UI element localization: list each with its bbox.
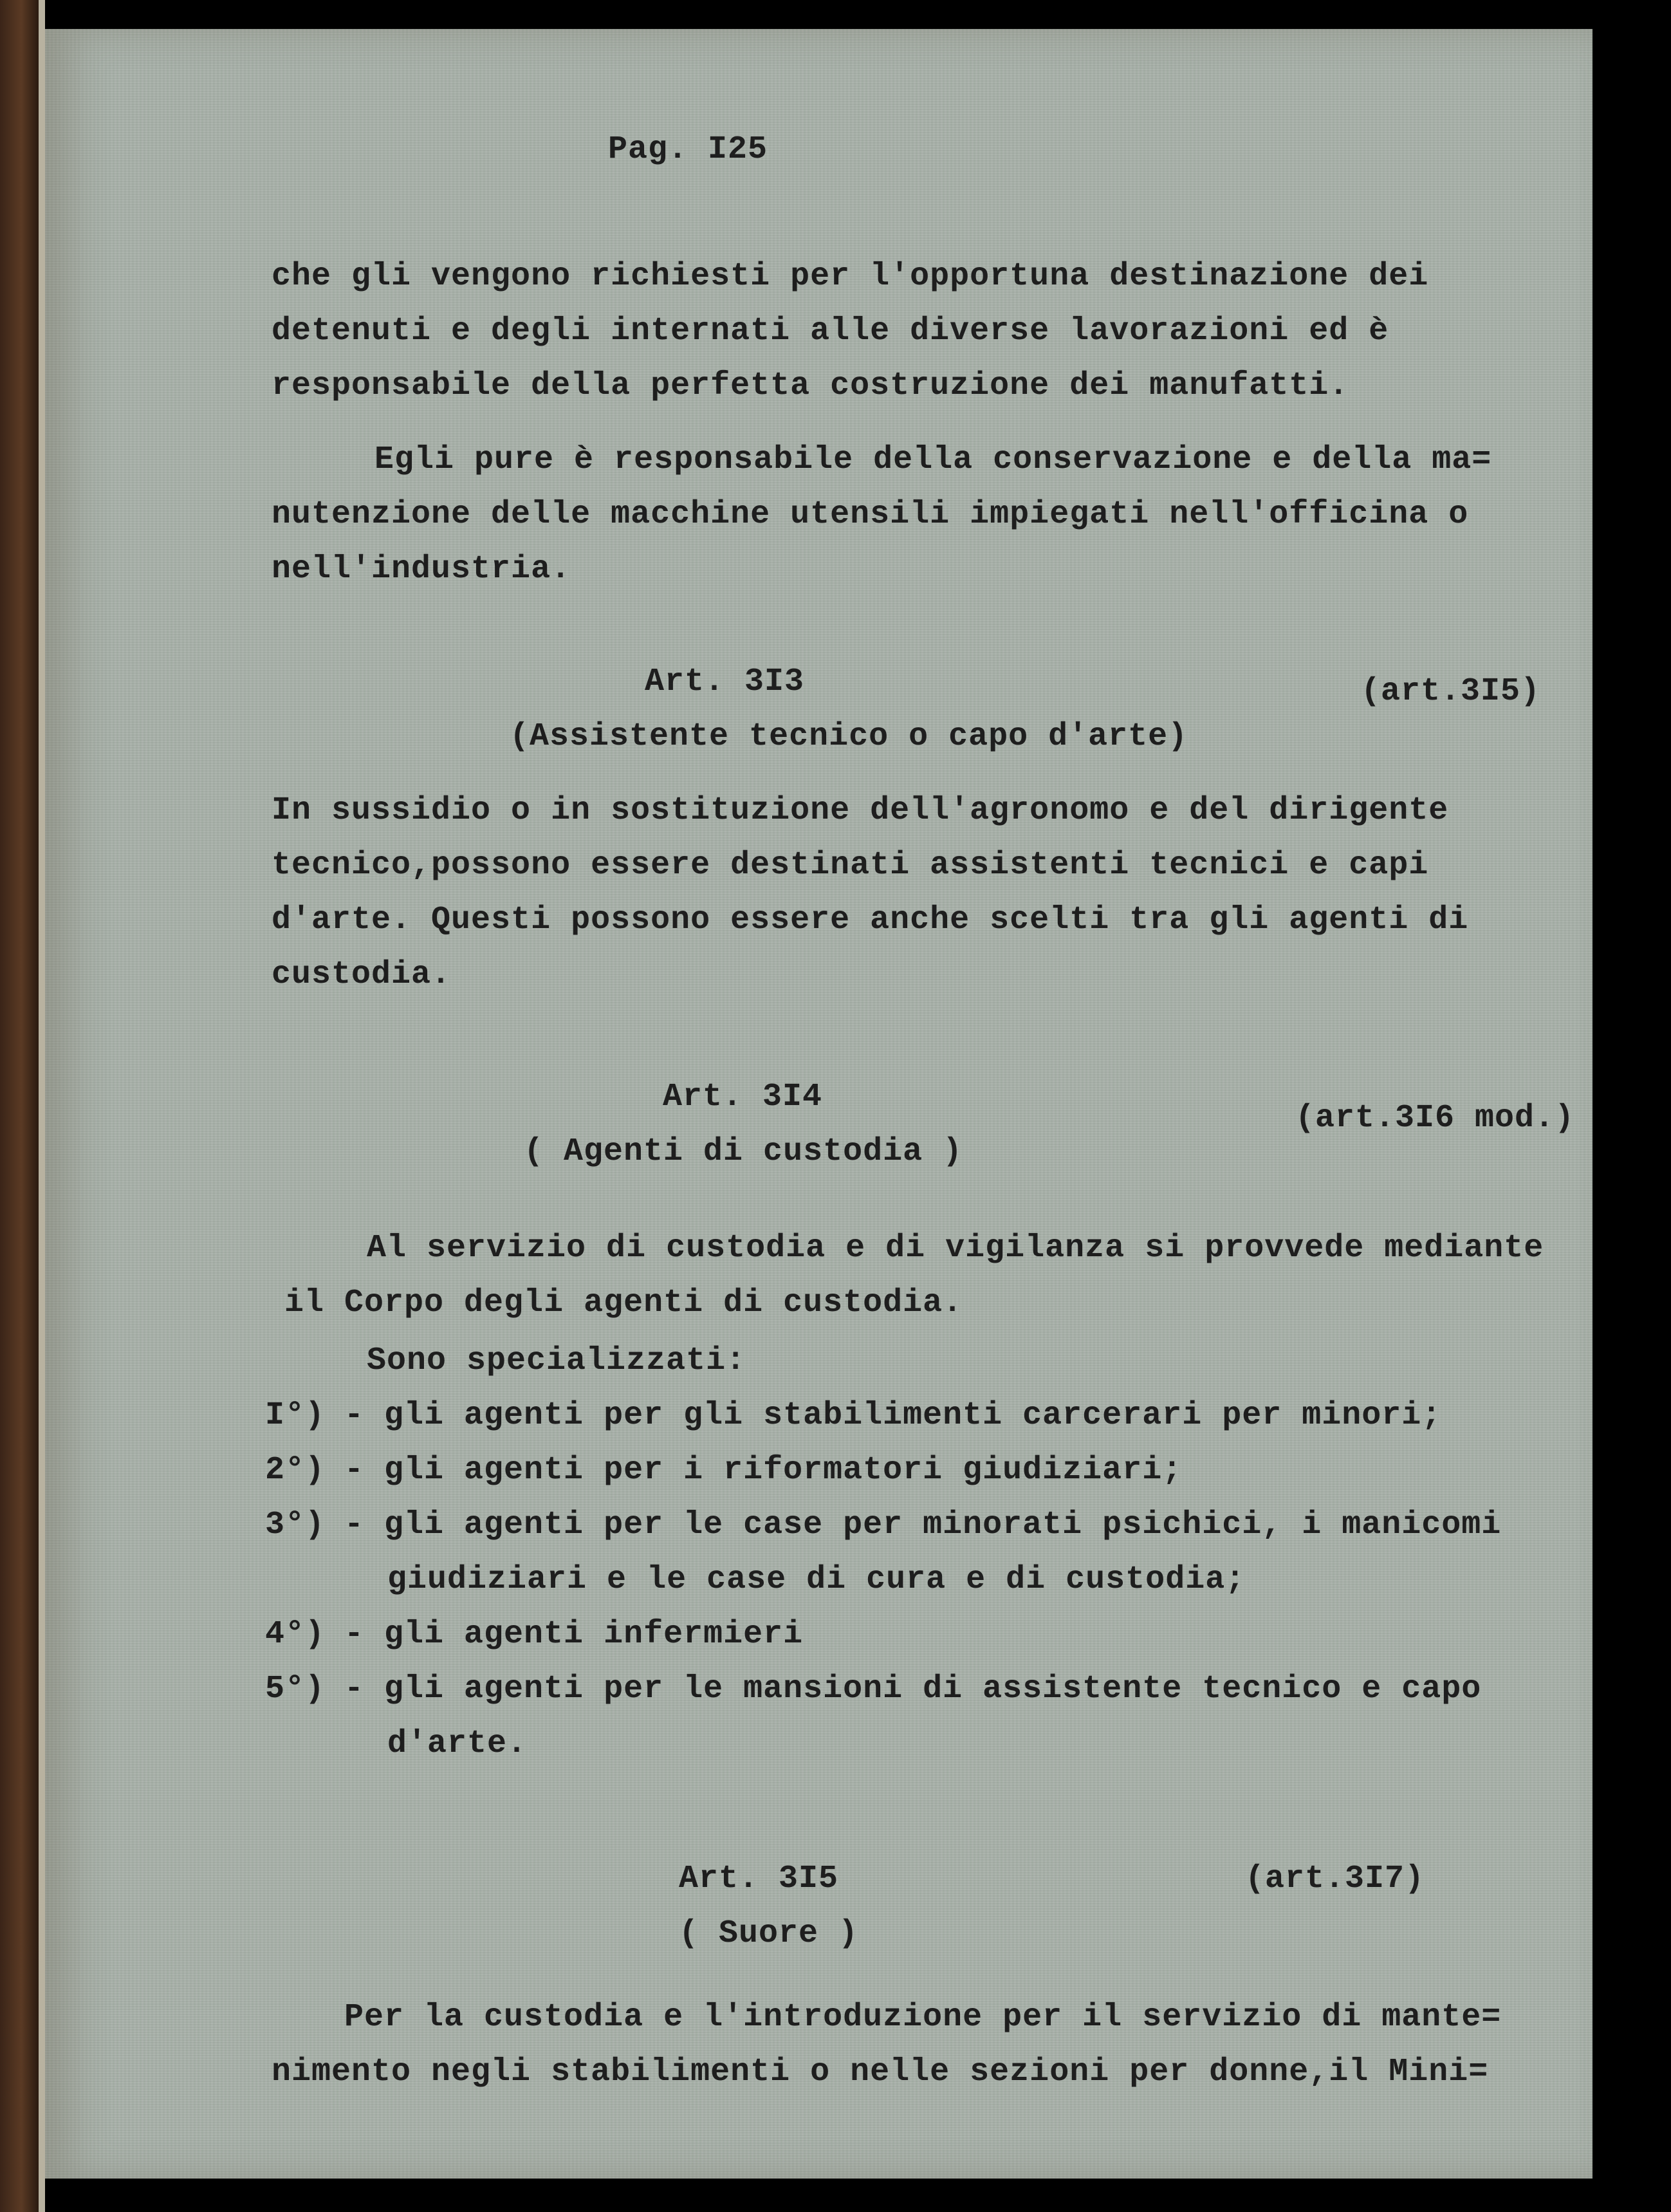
book-binding (0, 0, 39, 2212)
article-reference: (art.3I6 mod.) (1295, 1100, 1575, 1137)
article-number: Art. 3I5 (679, 1861, 839, 1897)
paragraph-line: Egli pure è responsabile della conservazione e della ma= (374, 441, 1492, 478)
article-body-line: nimento negli stabilimenti o nelle sezioni per donne,il Mini= (272, 2054, 1489, 2090)
page-edge (39, 0, 45, 2212)
list-number: 5°) (265, 1671, 326, 1707)
article-reference: (art.3I5) (1361, 673, 1541, 710)
list-number: I°) (265, 1397, 326, 1434)
article-number: Art. 3I4 (663, 1079, 823, 1115)
article-body-line: Sono specializzati: (367, 1343, 746, 1379)
article-reference: (art.3I7) (1245, 1861, 1425, 1897)
list-item-line: - gli agenti per le case per minorati psichici, i manicomi (344, 1507, 1502, 1543)
article-title: ( Agenti di custodia ) (524, 1133, 963, 1170)
paragraph-line: nell'industria. (272, 551, 571, 588)
list-item-line: d'arte. (387, 1725, 528, 1762)
list-number: 2°) (265, 1452, 326, 1489)
paragraph-line: nutenzione delle macchine utensili impiegati nell'officina o (272, 496, 1469, 533)
article-title: ( Suore ) (679, 1915, 859, 1952)
article-number: Art. 3I3 (645, 664, 805, 700)
article-body-line: tecnico,possono essere destinati assistenti tecnici e capi (272, 847, 1429, 884)
list-item-line: - gli agenti infermieri (344, 1616, 804, 1653)
list-item-line: - gli agenti per le mansioni di assistente tecnico e capo (344, 1671, 1482, 1707)
article-body-line: il Corpo degli agenti di custodia. (284, 1285, 963, 1321)
list-item-line: giudiziari e le case di cura e di custodia; (387, 1561, 1246, 1598)
article-body-line: d'arte. Questi possono essere anche scelti tra gli agenti di (272, 902, 1469, 938)
article-body-line: Per la custodia e l'introduzione per il servizio di mante= (344, 1999, 1502, 2036)
article-title: (Assistente tecnico o capo d'arte) (510, 718, 1188, 755)
list-number: 4°) (265, 1616, 326, 1653)
article-body-line: In sussidio o in sostituzione dell'agronomo e del dirigente (272, 792, 1449, 829)
list-item-line: - gli agenti per i riformatori giudiziari; (344, 1452, 1183, 1489)
paragraph-line: che gli vengono richiesti per l'opportuna destinazione dei (272, 258, 1429, 295)
typewritten-page (45, 29, 1593, 2179)
paragraph-line: responsabile della perfetta costruzione dei manufatti. (272, 367, 1349, 404)
page-header: Pag. I25 (608, 131, 768, 168)
article-body-line: custodia. (272, 956, 452, 993)
list-number: 3°) (265, 1507, 326, 1543)
list-item-line: - gli agenti per gli stabilimenti carcerari per minori; (344, 1397, 1442, 1434)
article-body-line: Al servizio di custodia e di vigilanza si provvede mediante (367, 1230, 1544, 1267)
paragraph-line: detenuti e degli internati alle diverse lavorazioni ed è (272, 313, 1389, 349)
